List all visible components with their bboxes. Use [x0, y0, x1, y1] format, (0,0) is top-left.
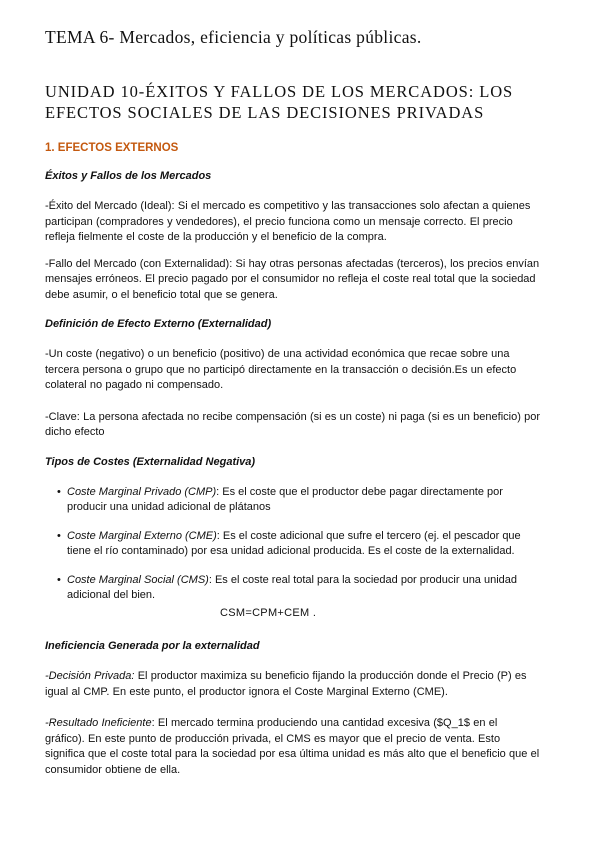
text-decision-privada: El productor maximiza su beneficio fijando la producción donde el Precio (P) es igual al CMP. En este punto, el productor ignora el Coste Marginal Externo (CME).	[45, 670, 527, 698]
subheading-exitos-fallos: Éxitos y Fallos de los Mercados	[45, 170, 212, 182]
subheading-definicion-externalidad: Definición de Efecto Externo (Externalidad)	[45, 318, 272, 330]
paragraph-definicion: -Un coste (negativo) o un beneficio (positivo) de una actividad económica que recae sobre una tercera persona o grupo que no participó directamente en la transacción o decisión.Es un efecto colateral no pagado ni compensado.	[45, 348, 517, 391]
term-cmp: Coste Marginal Privado (CMP)	[67, 485, 217, 498]
subheading-ineficiencia: Ineficiencia Generada por la externalidad	[45, 640, 260, 652]
term-decision-privada: -Decisión Privada:	[45, 670, 135, 682]
document-title: TEMA 6- Mercados, eficiencia y políticas públicas.	[45, 27, 422, 47]
formula-csm: CSM=CPM+CEM .	[220, 606, 317, 619]
subheading-tipos-costes: Tipos de Costes (Externalidad Negativa)	[45, 455, 256, 468]
list-item-cme	[57, 529, 540, 560]
paragraph-fallo-mercado: -Fallo del Mercado (con Externalidad): Si hay otras personas afectadas (terceros), los precios envían mensajes erróneos. El precio pagado por el consumidor no refleja el coste real total que la sociedad debe asumir, o el beneficio total que se genera.	[45, 257, 540, 301]
term-cms: Coste Marginal Social (CMS)	[67, 573, 209, 586]
text-resultado-ineficiente: : El mercado termina produciendo una cantidad excesiva ($Q_1$ en el gráfico). En este punto de producción privada, el CMS es mayor que el precio de venta. Esto significa que el coste total para la sociedad por esa última unidad es más alto que el beneficio que el consumidor obtiene de ella.	[45, 717, 540, 776]
paragraph-clave: -Clave: La persona afectada no recibe compensación (si es un coste) ni paga (si es un beneficio) por dicho efecto	[45, 410, 541, 438]
cost-types-list	[45, 485, 540, 622]
text-cme: : Es el coste adicional que sufre el tercero (ej. el pescador que tiene el río contaminado) por esa unidad adicional producida. Es el coste de la externalidad.	[67, 529, 521, 557]
bullet-icon: •	[57, 529, 61, 542]
paragraph-exito-mercado: -Éxito del Mercado (Ideal): Si el mercado es competitivo y las transacciones solo afectan a quienes participan (compradores y vendedores), el precio funciona como un mensaje correcto. El precio refleja fielmente el coste de la producción y el beneficio de la compra.	[45, 200, 531, 243]
text-cms: : Es el coste real total para la sociedad por producir una unidad adicional del bien.	[67, 573, 518, 601]
list-item-cmp	[57, 485, 540, 516]
list-item-cms	[57, 573, 540, 622]
paragraph-decision-privada	[45, 669, 540, 700]
bullet-icon: •	[57, 573, 61, 586]
paragraph-resultado-ineficiente	[45, 716, 540, 778]
term-cme: Coste Marginal Externo (CME)	[67, 529, 217, 542]
section-heading-efectos-externos: 1. EFECTOS EXTERNOS	[45, 142, 179, 154]
text-cmp: : Es el coste que el productor debe pagar directamente por producir una unidad adicional de plátanos	[67, 485, 503, 513]
term-resultado-ineficiente: -Resultado Ineficiente	[45, 717, 152, 729]
unit-title: UNIDAD 10-ÉXITOS Y FALLOS DE LOS MERCADOS: LOS EFECTOS SOCIALES DE LAS DECISIONES PRIVADAS	[45, 82, 514, 122]
bullet-icon: •	[57, 485, 61, 498]
